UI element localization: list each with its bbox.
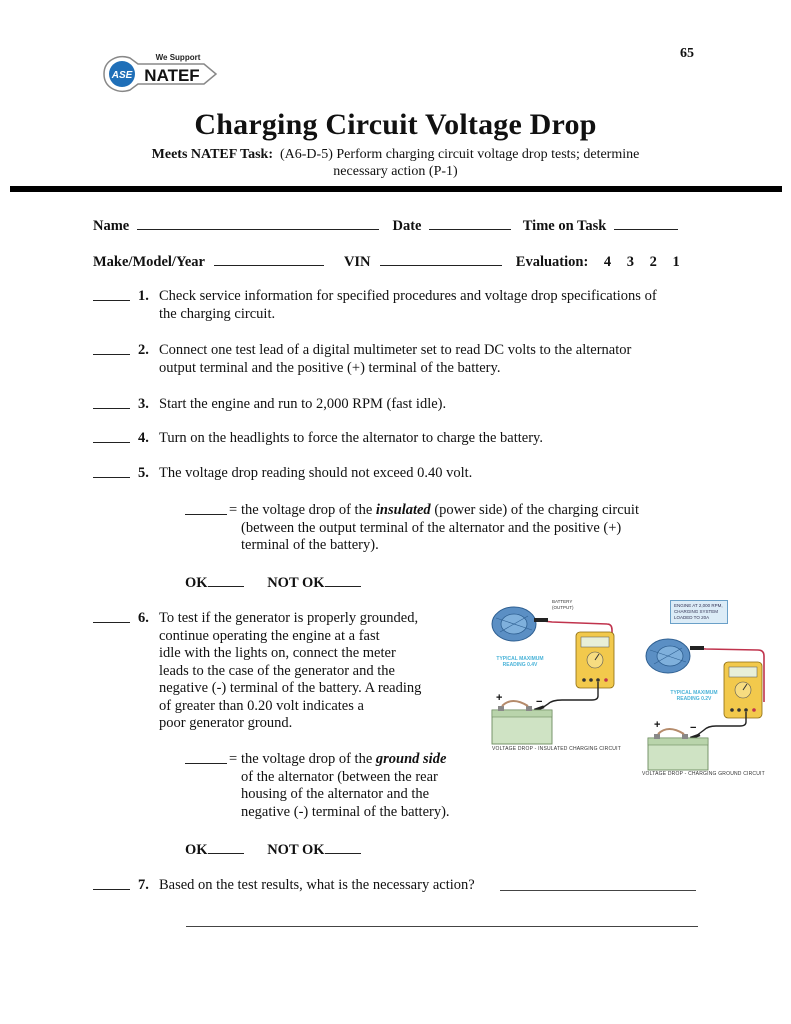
ground-text-pre: the voltage drop of the: [241, 751, 376, 767]
insulated-text-pre: the voltage drop of the: [241, 502, 376, 518]
ground-drop-field[interactable]: [185, 751, 227, 764]
evaluation-label: Evaluation:: [515, 254, 589, 270]
ground-text-line3: housing of the alternator and the: [241, 786, 430, 802]
step-3-number: 3.: [138, 396, 149, 412]
natef-key-icon: [96, 44, 226, 104]
time-on-task-field[interactable]: [614, 216, 678, 230]
box-line1: ENGINE AT 2,000 RPM,: [674, 603, 723, 608]
test-condition-box: [670, 600, 728, 624]
task-text-line2: necessary action (P-1): [333, 164, 458, 179]
insulated-circuit-diagram-icon: [482, 596, 622, 756]
natef-logo: [96, 44, 226, 104]
ground-text-line4: negative (-) terminal of the battery).: [241, 803, 450, 820]
svg-text:We Support: We Support: [155, 53, 201, 62]
step-2-text-line1: Connect one test lead of a digital multimeter set to read DC volts to the alternator: [159, 342, 632, 358]
ok-label: OK: [185, 842, 208, 858]
step-4-number: 4.: [138, 430, 149, 446]
name-label: Name: [93, 218, 130, 234]
ground-emphasis: ground side: [375, 751, 447, 767]
necessary-action-field-line2[interactable]: [186, 926, 698, 927]
insulated-text-line1: [241, 502, 639, 520]
insulated-ok-row: [185, 574, 361, 592]
step-2: [93, 342, 713, 378]
step-3: [93, 396, 713, 414]
svg-text:ASE: ASE: [111, 70, 133, 81]
ground-not-ok-field[interactable]: [325, 841, 361, 854]
vin-label: VIN: [343, 254, 371, 270]
step-1-check-field[interactable]: [93, 288, 130, 301]
vin-field[interactable]: [380, 252, 502, 266]
equals-sign: =: [229, 751, 238, 767]
positive-terminal-label: +: [654, 719, 661, 731]
insulated-text-line2: (between the output terminal of the alternator and the positive (+): [241, 519, 622, 536]
field-row-1: [93, 216, 678, 235]
ground-text-line2: of the alternator (between the rear: [241, 768, 438, 785]
insulated-text-line3: terminal of the battery).: [241, 537, 379, 553]
ground-ok-field[interactable]: [208, 841, 244, 854]
step-6-text-line5: negative (-) terminal of the battery. A reading: [159, 680, 422, 696]
evaluation-scores: [592, 254, 680, 270]
step-6-text-line7: poor generator ground.: [159, 715, 293, 731]
battery-label: BATTERY: [552, 599, 573, 604]
step-5-text: The voltage drop reading should not exceed 0.40 volt.: [159, 465, 473, 481]
step-6-check-field[interactable]: [93, 610, 130, 623]
insulated-drop-answer: [185, 502, 685, 556]
ok-label: OK: [185, 575, 208, 591]
evaluation-score-1[interactable]: 1: [672, 254, 680, 270]
left-figure-caption: VOLTAGE DROP - INSULATED CHARGING CIRCUIT: [492, 746, 621, 752]
left-note-line2: READING 0.4V: [502, 662, 538, 668]
positive-terminal-label: +: [496, 692, 503, 704]
task-label: Meets NATEF Task:: [151, 147, 273, 162]
step-1-text-line1: Check service information for specified procedures and voltage drop specifications of: [159, 288, 657, 304]
step-2-check-field[interactable]: [93, 342, 130, 355]
natef-task-description: [0, 146, 791, 180]
step-5: [93, 465, 713, 483]
step-5-check-field[interactable]: [93, 465, 130, 478]
evaluation-score-2[interactable]: 2: [649, 254, 657, 270]
negative-terminal-label: −: [536, 696, 543, 708]
date-field[interactable]: [429, 216, 511, 230]
ground-drop-answer: [185, 751, 485, 823]
header-divider: [10, 186, 782, 192]
evaluation-score-3[interactable]: 3: [626, 254, 635, 270]
right-note-line2: READING 0.2V: [676, 696, 712, 702]
step-4-text: Turn on the headlights to force the alternator to charge the battery.: [159, 430, 543, 446]
step-6-text-line6: of greater than 0.20 volt indicates a: [159, 697, 364, 714]
step-3-check-field[interactable]: [93, 396, 130, 409]
task-text-line1: (A6-D-5) Perform charging circuit voltage drop tests; determine: [279, 147, 640, 162]
ground-text-line1: [241, 751, 450, 769]
step-6-text-line1: To test if the generator is properly grounded,: [159, 610, 419, 626]
not-ok-label: NOT OK: [267, 842, 325, 858]
figure-insulated-circuit: [482, 596, 622, 756]
step-7-check-field[interactable]: [93, 877, 130, 890]
equals-sign: =: [229, 502, 238, 518]
evaluation-score-4[interactable]: 4: [603, 254, 612, 270]
field-row-2: [93, 252, 680, 271]
insulated-ok-field[interactable]: [208, 574, 244, 587]
step-1: [93, 288, 713, 324]
time-on-task-label: Time on Task: [522, 218, 607, 234]
figure-ground-circuit: [636, 598, 786, 778]
step-6-text-line3: idle with the lights on, connect the meter: [159, 645, 396, 661]
svg-text:NATEF: NATEF: [144, 66, 200, 85]
make-model-year-label: Make/Model/Year: [93, 254, 205, 270]
step-2-number: 2.: [138, 342, 149, 358]
step-1-number: 1.: [138, 288, 149, 304]
step-7: [93, 877, 713, 895]
box-line2: CHARGING SYSTEM: [674, 609, 719, 614]
insulated-text-post: (power side) of the charging circuit: [430, 502, 639, 518]
step-4: [93, 430, 713, 448]
step-1-text-line2: the charging circuit.: [159, 305, 276, 322]
step-7-text: Based on the test results, what is the necessary action?: [159, 877, 475, 893]
step-6: [93, 610, 473, 734]
right-figure-caption: VOLTAGE DROP - CHARGING GROUND CIRCUIT: [642, 771, 765, 777]
page-title: Charging Circuit Voltage Drop: [194, 108, 597, 141]
step-7-number: 7.: [138, 877, 149, 893]
output-label: (OUTPUT): [552, 604, 574, 610]
step-5-number: 5.: [138, 465, 149, 481]
step-4-check-field[interactable]: [93, 430, 130, 443]
make-model-year-field[interactable]: [214, 252, 324, 266]
step-3-text: Start the engine and run to 2,000 RPM (fast idle).: [159, 396, 447, 412]
left-note-line1: TYPICAL MAXIMUM: [496, 656, 544, 662]
negative-terminal-label: −: [690, 722, 697, 734]
insulated-emphasis: insulated: [375, 502, 431, 518]
page-number: 65: [680, 46, 694, 61]
insulated-not-ok-field[interactable]: [325, 574, 361, 587]
necessary-action-field-line1[interactable]: [500, 890, 696, 891]
right-note-line1: TYPICAL MAXIMUM: [670, 690, 718, 696]
step-2-text-line2: output terminal and the positive (+) terminal of the battery.: [159, 359, 501, 376]
box-line3: LOADED TO 20A: [674, 615, 710, 620]
ground-circuit-diagram-icon: [636, 598, 786, 778]
step-6-number: 6.: [138, 610, 149, 626]
insulated-drop-field[interactable]: [185, 502, 227, 515]
date-label: Date: [392, 218, 422, 234]
step-6-text-line4: leads to the case of the generator and the: [159, 662, 395, 679]
name-field[interactable]: [137, 216, 379, 230]
ground-ok-row: [185, 841, 361, 859]
step-6-text-line2: continue operating the engine at a fast: [159, 627, 380, 644]
not-ok-label: NOT OK: [267, 575, 325, 591]
